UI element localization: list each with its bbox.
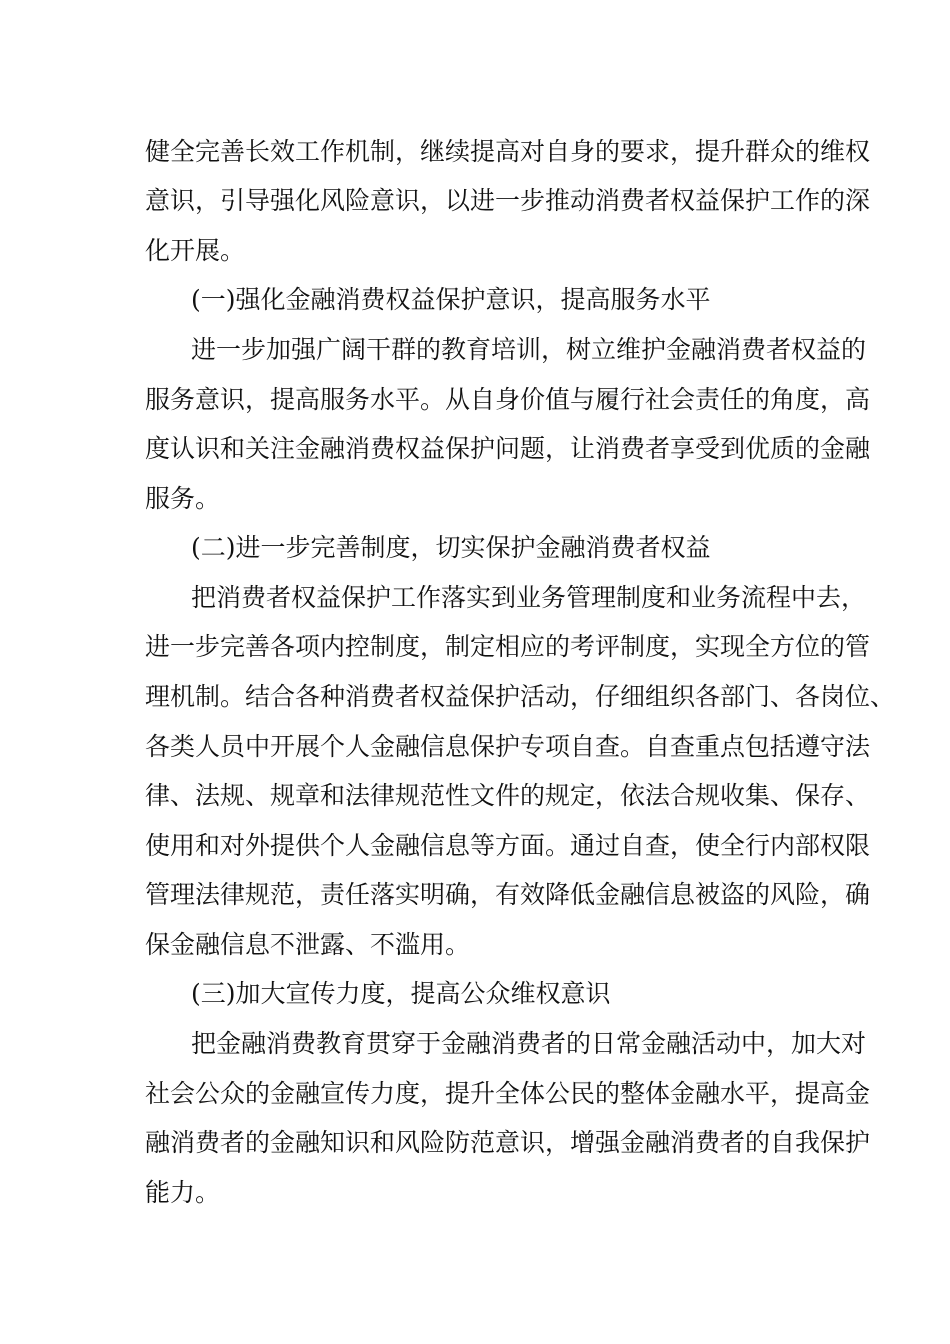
body-line-22: 能力。: [145, 1178, 221, 1207]
body-line-8: 服务。: [145, 484, 221, 513]
body-line-3: 化开展。: [145, 236, 246, 265]
body-line-17: 保金融信息不泄露、不滥用。: [145, 930, 471, 959]
body-line-14: 律、法规、规章和法律规范性文件的规定，依法合规收集、保存、: [145, 781, 871, 810]
body-line-21: 融消费者的金融知识和风险防范意识，增强金融消费者的自我保护: [145, 1128, 871, 1157]
body-line-19: 把金融消费教育贯穿于金融消费者的日常金融活动中，加大对: [191, 1029, 867, 1058]
section-heading-3: (三)加大宣传力度，提高公众维权意识: [191, 979, 611, 1008]
body-line-12: 理机制。结合各种消费者权益保护活动，仔细组织各部门、各岗位、: [145, 682, 896, 711]
body-line-10: 把消费者权益保护工作落实到业务管理制度和业务流程中去，: [191, 583, 867, 612]
body-line-2: 意识，引导强化风险意识，以进一步推动消费者权益保护工作的深: [145, 186, 871, 215]
body-line-15: 使用和对外提供个人金融信息等方面。通过自查，使全行内部权限: [145, 831, 871, 860]
section-heading-1: (一)强化金融消费权益保护意识，提高服务水平: [191, 285, 711, 314]
body-line-1: 健全完善长效工作机制，继续提高对自身的要求，提升群众的维权: [145, 137, 871, 166]
body-line-6: 服务意识，提高服务水平。从自身价值与履行社会责任的角度，高: [145, 385, 871, 414]
body-line-20: 社会公众的金融宣传力度，提升全体公民的整体金融水平，提高金: [145, 1079, 871, 1108]
body-line-16: 管理法律规范，责任落实明确，有效降低金融信息被盗的风险，确: [145, 880, 871, 909]
body-line-5: 进一步加强广阔干群的教育培训，树立维护金融消费者权益的: [191, 335, 867, 364]
section-heading-2: (二)进一步完善制度，切实保护金融消费者权益: [191, 533, 711, 562]
body-line-13: 各类人员中开展个人金融信息保护专项自查。自查重点包括遵守法: [145, 732, 871, 761]
body-line-7: 度认识和关注金融消费权益保护问题，让消费者享受到优质的金融: [145, 434, 871, 463]
body-line-11: 进一步完善各项内控制度，制定相应的考评制度，实现全方位的管: [145, 632, 871, 661]
